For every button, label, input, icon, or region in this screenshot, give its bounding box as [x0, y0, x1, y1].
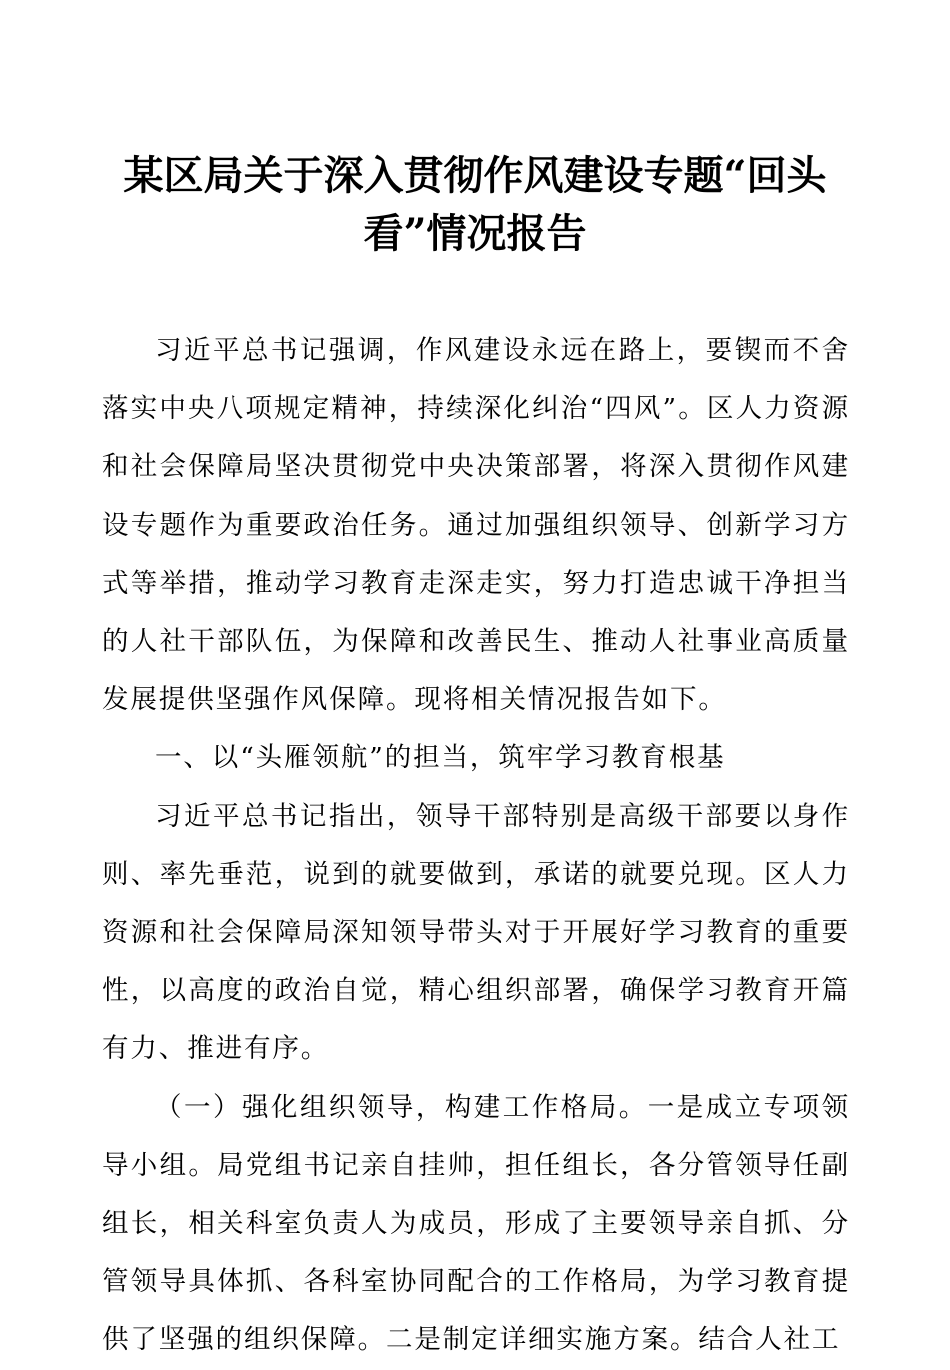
- document-title: 某区局关于深入贯彻作风建设专题“回头看”情况报告: [123, 152, 827, 257]
- paragraph-section-1: 习近平总书记指出，领导干部特别是高级干部要以身作则、率先垂范，说到的就要做到，承诺的就要兑现。区人力资源和社会保障局深知领导带头对于开展好学习教育的重要性，以高度的政治自觉，精心组织部署，确保学习教育开篇有力、推进有序。: [102, 800, 850, 1065]
- paragraph-subsection-1: （一）强化组织领导，构建工作格局。一是成立专项领导小组。局党组书记亲自挂帅，担任组长，各分管领导任副组长，相关科室负责人为成员，形成了主要领导亲自抓、分管领导具体抓、各科室协同配合的工作格局，为学习教育提供了坚强的组织保障。二是制定详细实施方案。结合人社工: [102, 1091, 850, 1356]
- section-heading-1: 一、以“头雁领航”的担当，筑牢学习教育根基: [155, 742, 726, 774]
- document-body: [102, 322, 850, 1370]
- paragraph-intro: 习近平总书记强调，作风建设永远在路上，要锲而不舍落实中央八项规定精神，持续深化纠治“四风”。区人力资源和社会保障局坚决贯彻党中央决策部署，将深入贯彻作风建设专题作为重要政治任务。通过加强组织领导、创新学习方式等举措，推动学习教育走深走实，努力打造忠诚干净担当的人社干部队伍，为保障和改善民生、推动人社事业高质量发展提供坚强作风保障。现将相关情况报告如下。: [102, 335, 850, 716]
